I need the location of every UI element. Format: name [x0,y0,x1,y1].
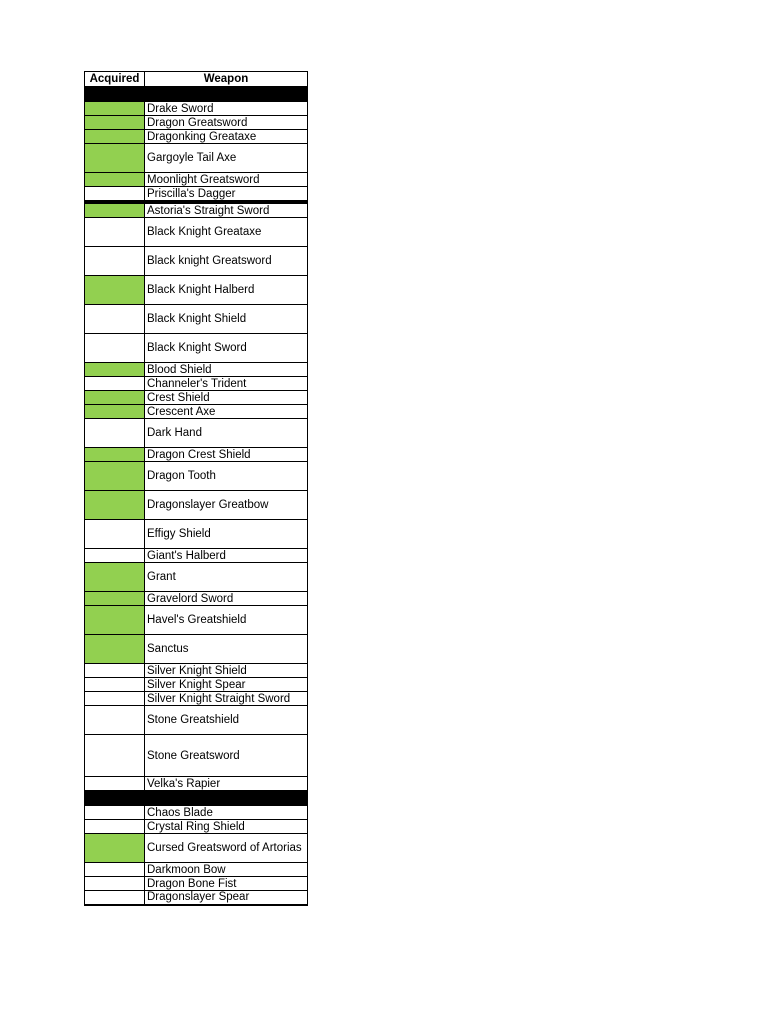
weapon-name-cell: Black Knight Shield [145,305,308,334]
acquired-cell-empty[interactable] [85,806,145,820]
weapon-row [85,173,308,187]
acquired-cell-checked[interactable] [85,563,145,592]
acquired-cell-checked[interactable] [85,276,145,305]
weapon-name-cell: Chaos Blade [145,806,308,820]
weapon-name-cell: Grant [145,563,308,592]
weapon-row [85,664,308,678]
weapon-row [85,692,308,706]
weapon-name-cell: Dragonking Greataxe [145,130,308,144]
acquired-cell-checked[interactable] [85,144,145,173]
weapon-row [85,102,308,116]
weapon-row [85,144,308,173]
acquired-cell-empty[interactable] [85,520,145,549]
weapon-name-cell: Black knight Greatsword [145,247,308,276]
weapon-column-header: Weapon [145,72,308,87]
weapon-row [85,130,308,144]
acquired-cell-checked[interactable] [85,834,145,863]
acquired-cell-empty[interactable] [85,891,145,905]
weapon-row [85,334,308,363]
weapon-name-cell: Stone Greatsword [145,735,308,777]
acquired-cell-checked[interactable] [85,173,145,187]
weapon-name-cell: Dragon Tooth [145,462,308,491]
weapon-row [85,606,308,635]
acquired-cell-empty[interactable] [85,678,145,692]
acquired-cell-checked[interactable] [85,491,145,520]
acquired-cell-checked[interactable] [85,116,145,130]
weapon-row [85,377,308,391]
weapon-name-cell: Dragon Bone Fist [145,877,308,891]
weapon-name-cell: Channeler's Trident [145,377,308,391]
section-separator-row [85,87,308,102]
acquired-cell-empty[interactable] [85,218,145,247]
weapon-row [85,491,308,520]
weapon-name-cell: Stone Greatshield [145,706,308,735]
weapon-row [85,549,308,563]
weapon-row [85,877,308,891]
acquired-cell-empty[interactable] [85,664,145,678]
weapon-name-cell: Sanctus [145,635,308,664]
weapon-name-cell: Black Knight Halberd [145,276,308,305]
weapon-name-cell: Dragon Crest Shield [145,448,308,462]
acquired-cell-empty[interactable] [85,863,145,877]
weapon-table [84,71,308,906]
weapon-row [85,405,308,419]
weapon-name-cell: Black Knight Greataxe [145,218,308,247]
weapon-row [85,276,308,305]
weapon-row [85,218,308,247]
weapon-row [85,834,308,863]
acquired-cell-checked[interactable] [85,448,145,462]
acquired-cell-empty[interactable] [85,549,145,563]
weapon-name-cell: Astoria's Straight Sword [145,204,308,218]
section-separator-row [85,791,308,806]
acquired-cell-empty[interactable] [85,692,145,706]
acquired-cell-checked[interactable] [85,391,145,405]
weapon-row [85,592,308,606]
weapon-name-cell: Gargoyle Tail Axe [145,144,308,173]
weapon-name-cell: Blood Shield [145,363,308,377]
weapon-name-cell: Dark Hand [145,419,308,448]
weapon-row [85,735,308,777]
acquired-cell-empty[interactable] [85,419,145,448]
acquired-cell-empty[interactable] [85,877,145,891]
weapon-row [85,777,308,791]
weapon-row [85,448,308,462]
separator-cell [85,87,308,102]
acquired-cell-empty[interactable] [85,706,145,735]
weapon-name-cell: Silver Knight Shield [145,664,308,678]
weapon-name-cell: Black Knight Sword [145,334,308,363]
weapon-row [85,520,308,549]
weapon-name-cell: Silver Knight Straight Sword [145,692,308,706]
acquired-cell-empty[interactable] [85,247,145,276]
weapon-row [85,363,308,377]
weapon-name-cell: Cursed Greatsword of Artorias [145,834,308,863]
weapon-name-cell: Moonlight Greatsword [145,173,308,187]
weapon-name-cell: Gravelord Sword [145,592,308,606]
acquired-cell-empty[interactable] [85,735,145,777]
weapon-name-cell: Dragonslayer Greatbow [145,491,308,520]
weapon-name-cell: Drake Sword [145,102,308,116]
acquired-cell-empty[interactable] [85,377,145,391]
weapon-row [85,563,308,592]
weapon-name-cell: Darkmoon Bow [145,863,308,877]
acquired-cell-checked[interactable] [85,363,145,377]
weapon-name-cell: Havel's Greatshield [145,606,308,635]
acquired-cell-empty[interactable] [85,305,145,334]
weapon-row [85,419,308,448]
weapon-name-cell: Giant's Halberd [145,549,308,563]
weapon-row [85,891,308,905]
acquired-cell-checked[interactable] [85,102,145,116]
weapon-name-cell: Silver Knight Spear [145,678,308,692]
acquired-cell-checked[interactable] [85,635,145,664]
acquired-cell-empty[interactable] [85,820,145,834]
weapon-row [85,204,308,218]
weapon-checklist-sheet [84,71,307,906]
weapon-name-cell: Dragon Greatsword [145,116,308,130]
weapon-row [85,391,308,405]
weapon-row [85,863,308,877]
acquired-cell-checked[interactable] [85,606,145,635]
acquired-cell-checked[interactable] [85,130,145,144]
weapon-row [85,820,308,834]
acquired-cell-checked[interactable] [85,405,145,419]
weapon-name-cell: Crystal Ring Shield [145,820,308,834]
weapon-name-cell: Effigy Shield [145,520,308,549]
weapon-name-cell: Priscilla's Dagger [145,187,308,201]
weapon-name-cell: Dragonslayer Spear [145,891,308,905]
weapon-name-cell: Crest Shield [145,391,308,405]
weapon-row [85,635,308,664]
weapon-row [85,706,308,735]
weapon-row [85,116,308,130]
weapon-name-cell: Crescent Axe [145,405,308,419]
acquired-cell-checked[interactable] [85,592,145,606]
weapon-row [85,678,308,692]
acquired-cell-empty[interactable] [85,187,145,201]
weapon-row [85,187,308,201]
acquired-cell-checked[interactable] [85,204,145,218]
weapon-name-cell: Velka's Rapier [145,777,308,791]
acquired-column-header: Acquired [85,72,145,87]
acquired-cell-empty[interactable] [85,334,145,363]
weapon-row [85,247,308,276]
weapon-row [85,462,308,491]
acquired-cell-empty[interactable] [85,777,145,791]
weapon-row [85,806,308,820]
header-row [85,72,308,87]
weapon-rows [85,87,308,905]
weapon-row [85,305,308,334]
separator-cell [85,791,308,806]
acquired-cell-checked[interactable] [85,462,145,491]
